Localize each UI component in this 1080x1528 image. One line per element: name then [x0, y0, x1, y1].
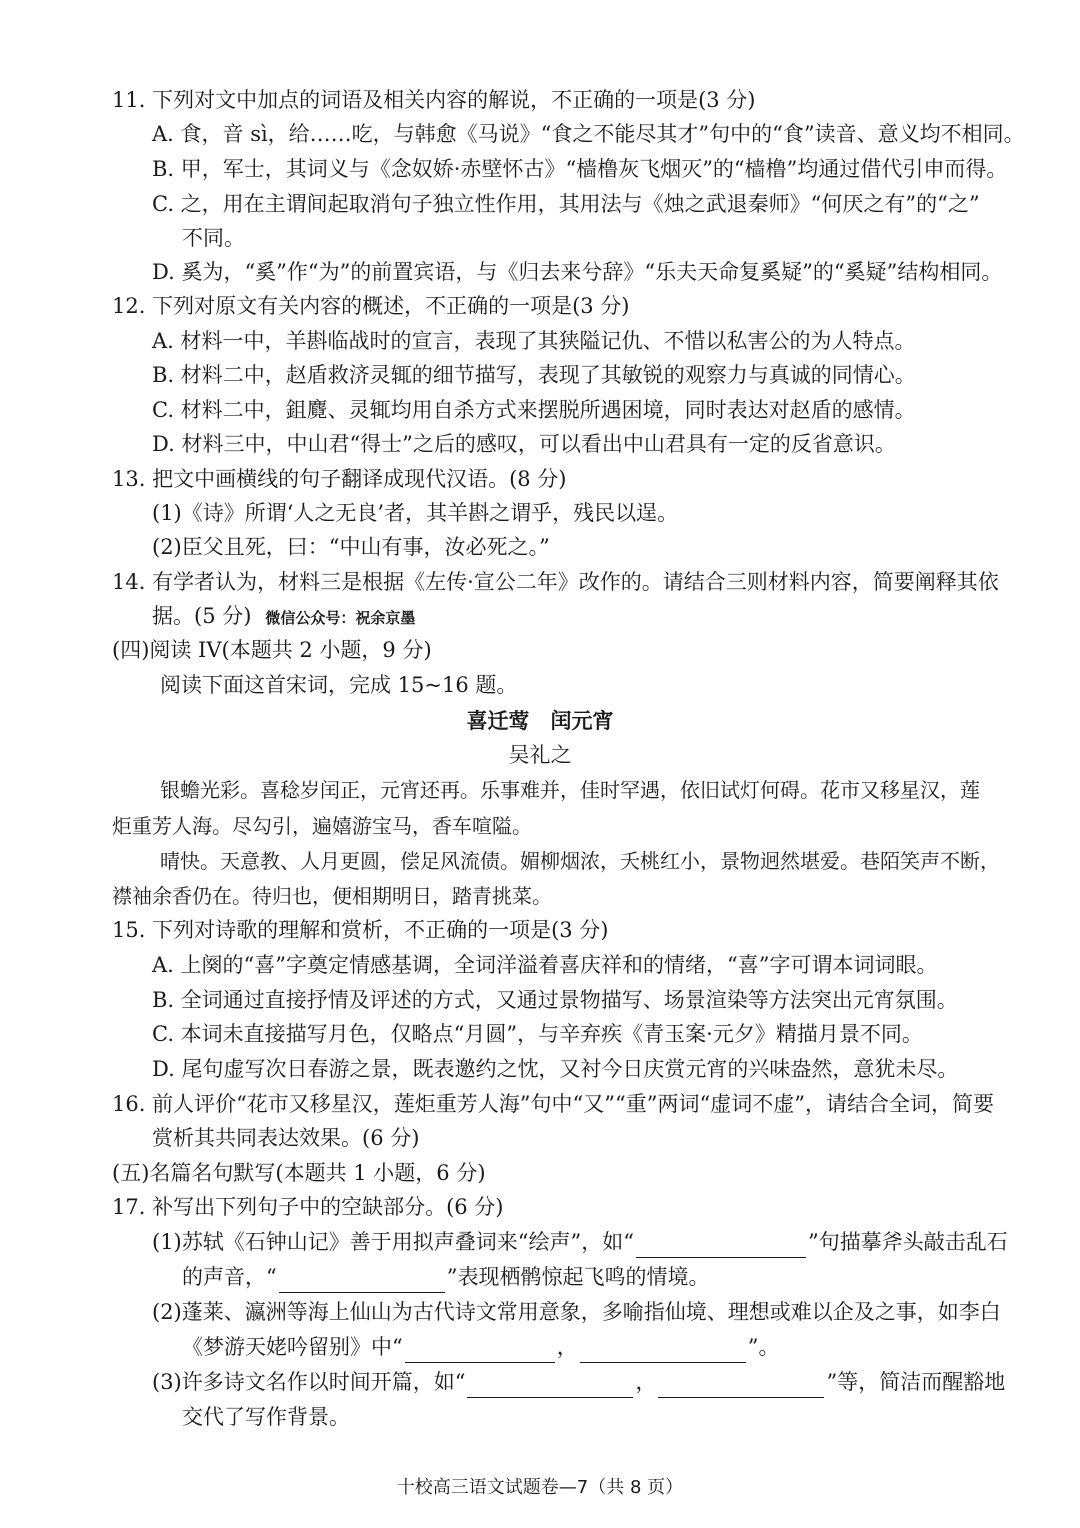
q16-stem-cont: 赏析其共同表达效果。(6 分) — [152, 1126, 420, 1150]
q15-option-b: B. 全词通过直接抒情及评述的方式，又通过景物描写、场景渲染等方法突出元宵氛围。 — [152, 988, 958, 1012]
q17-item-1 — [0, 1226, 1040, 1258]
q17-item-3-sep: ， — [635, 1370, 657, 1394]
q12-option-d: D. 材料三中，中山君“得士”之后的感叹，可以看出中山君具有一定的反省意识。 — [152, 432, 896, 456]
fill-blank-5[interactable] — [467, 1375, 633, 1398]
fill-blank-4[interactable] — [580, 1340, 746, 1363]
q17-item-1-text-a: (1)苏轼《石钟山记》善于用拟声叠词来“绘声”，如“ — [152, 1230, 634, 1254]
q17-item-1-text-b: ”句描摹斧头敲击乱石 — [807, 1230, 1008, 1254]
q17-item-3 — [0, 1366, 1040, 1398]
q11-option-c: C. 之，用在主谓间起取消句子独立性作用，其用法与《烛之武退秦师》“何厌之有”的“之” — [152, 192, 980, 216]
q15-stem: 15. 下列对诗歌的理解和赏析，不正确的一项是(3 分) — [112, 918, 609, 942]
q11-option-c-cont: 不同。 — [182, 226, 245, 250]
fill-blank-3[interactable] — [405, 1340, 555, 1363]
q12-option-c: C. 材料二中，鉏麑、灵辄均用自杀方式来摆脱所遇困境，同时表达对赵盾的感情。 — [152, 398, 916, 422]
q17-item-2-sep: ， — [556, 1335, 578, 1359]
q12-option-b: B. 材料二中，赵盾救济灵辄的细节描写，表现了其敏锐的观察力与真诚的同情心。 — [152, 363, 916, 387]
section-5-heading: (五)名篇名句默写(本题共 1 小题，6 分) — [112, 1161, 486, 1185]
poem-stanza-2: 晴快。天意教、人月更圆，偿足风流债。媚柳烟浓，夭桃红小，景物迥然堪爱。巷陌笑声不断， — [160, 849, 1000, 873]
q17-item-3-cont: 交代了写作背景。 — [182, 1405, 350, 1429]
q13-sentence-2: (2)臣父且死，曰：“中山有事，汝必死之。” — [152, 535, 550, 559]
q14-stem-end: 据。(5 分) — [152, 604, 252, 628]
fill-blank-2[interactable] — [279, 1270, 445, 1293]
q12-stem: 12. 下列对原文有关内容的概述，不正确的一项是(3 分) — [112, 294, 630, 318]
q11-stem: 11. 下列对文中加点的词语及相关内容的解说，不正确的一项是(3 分) — [112, 88, 756, 112]
poem-stanza-2-cont: 襟袖余香仍在。待归也，便相期明日，踏青挑菜。 — [112, 884, 552, 908]
section-4-heading: (四)阅读 IV(本题共 2 小题，9 分) — [112, 638, 432, 662]
q17-item-3-text-a: (3)许多诗文名作以时间开篇，如“ — [152, 1370, 466, 1394]
watermark-text: 微信公众号：祝余京墨 — [265, 609, 416, 627]
q17-stem: 17. 补写出下列句子中的空缺部分。(6 分) — [112, 1195, 504, 1219]
q17-item-2-cont — [0, 1331, 1040, 1363]
q17-item-1-text-d: ”表现栖鹘惊起飞鸣的情境。 — [446, 1265, 710, 1289]
q11-option-b: B. 甲，军士，其词义与《念奴娇·赤壁怀古》“樯橹灰飞烟灭”的“樯橹”均通过借代引申而得。 — [152, 157, 1008, 181]
q15-option-a: A. 上阕的“喜”字奠定情感基调，全词洋溢着喜庆祥和的情绪，“喜”字可谓本词词眼。 — [152, 953, 938, 977]
poem-author: 吴礼之 — [508, 743, 572, 767]
poem-stanza-1-cont: 炬重芳人海。尽勾引，遍嬉游宝马，香车喧隘。 — [112, 814, 532, 838]
page-footer: 十校高三语文试题卷—7（共 8 页） — [396, 1477, 684, 1498]
q14-stem: 14. 有学者认为，材料三是根据《左传·宣公二年》改作的。请结合三则材料内容，简要阐释其依 — [112, 570, 999, 594]
fill-blank-1[interactable] — [636, 1235, 806, 1258]
q11-option-a: A. 食，音 sì，给……吃，与韩愈《马说》“食之不能尽其才”句中的“食”读音、意义均不相同。 — [152, 122, 1025, 146]
q13-sentence-1: (1)《诗》所谓‘人之无良’者，其羊斟之谓乎，残民以逞。 — [152, 501, 679, 525]
q15-option-c: C. 本词未直接描写月色，仅略点“月圆”，与辛弃疾《青玉案·元夕》精描月景不同。 — [152, 1022, 923, 1046]
q17-item-2-text-a: 《梦游天姥吟留别》中“ — [182, 1335, 403, 1359]
q17-item-3-text-b: ”等，简洁而醒豁地 — [826, 1370, 1006, 1394]
q17-item-1-cont — [0, 1261, 1040, 1293]
q15-option-d: D. 尾句虚写次日春游之景，既表邀约之忱，又衬今日庆赏元宵的兴味盎然，意犹未尽。 — [152, 1057, 959, 1081]
q17-item-1-text-c: 的声音，“ — [182, 1265, 277, 1289]
q17-item-2-text-b: ”。 — [747, 1335, 780, 1359]
q14-stem-cont — [0, 600, 1040, 634]
q12-option-a: A. 材料一中，羊斟临战时的宣言，表现了其狭隘记仇、不惜以私害公的为人特点。 — [152, 329, 916, 353]
q11-option-d: D. 奚为，“奚”作“为”的前置宾语，与《归去来兮辞》“乐夫天命复奚疑”的“奚疑”结构相同。 — [152, 260, 1003, 284]
poem-title: 喜迁莺 闰元宵 — [466, 709, 614, 733]
section-4-intro: 阅读下面这首宋词，完成 15~16 题。 — [160, 673, 518, 697]
q17-item-2: (2)蓬莱、瀛洲等海上仙山为古代诗文常用意象，多喻指仙境、理想或难以企及之事，如李白 — [152, 1300, 1001, 1324]
q16-stem: 16. 前人评价“花市又移星汉，莲炬重芳人海”句中“又”“重”两词“虚词不虚”，请结合全词，简要 — [112, 1092, 994, 1116]
fill-blank-6[interactable] — [658, 1375, 824, 1398]
q13-stem: 13. 把文中画横线的句子翻译成现代汉语。(8 分) — [112, 467, 567, 491]
poem-stanza-1: 银蟾光彩。喜稔岁闰正，元宵还再。乐事难并，佳时罕遇，依旧试灯何碍。花市又移星汉，莲 — [160, 778, 980, 802]
